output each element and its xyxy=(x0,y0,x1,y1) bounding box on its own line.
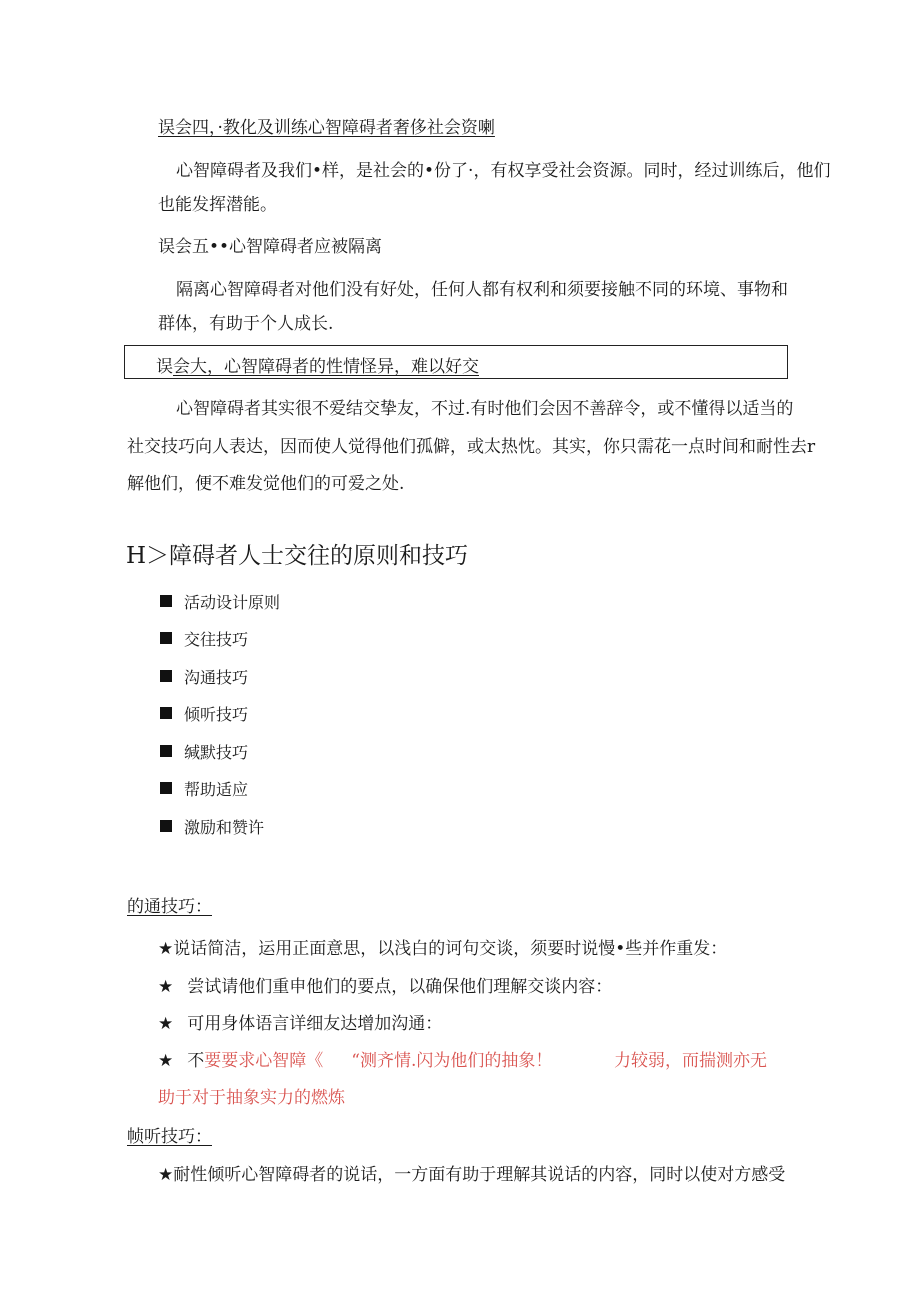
list-item: 活动设计原则 xyxy=(160,592,280,614)
star-icon: ★ xyxy=(158,1051,174,1071)
listening-tip-1: ★耐性倾听心智障碍者的说话，一方面有助于理解其说话的内容，同时以使对方感受 xyxy=(158,1165,786,1185)
square-bullet-icon xyxy=(160,595,172,607)
star-icon: ★ xyxy=(158,939,174,959)
star-icon: ★ xyxy=(158,1165,174,1185)
square-bullet-icon xyxy=(160,707,172,719)
tip-1: ★说话简洁，运用正面意思，以浅白的诃句交谈，须要时说慢•些并作重发： xyxy=(158,939,728,959)
list-item: 帮助适应 xyxy=(160,779,248,801)
tip-3: ★ 可用身体语言详细友达增加沟通： xyxy=(158,1014,443,1034)
section-heading: H＞障碍者人士交往的原则和技巧 xyxy=(126,543,469,569)
myth4-paragraph-line1: 心智障碍者及我们•样，是社会的•份了·，有权享受社会资源。同时，经过训练后，他们 xyxy=(176,161,831,181)
communication-tips-title: 的通技巧： xyxy=(127,897,212,917)
star-icon: ★ xyxy=(158,1014,174,1034)
square-bullet-icon xyxy=(160,670,172,682)
tip-4: ★ 不要要求心智障《 “测齐情.闪为他们的抽象！ xyxy=(158,1051,553,1071)
square-bullet-icon xyxy=(160,745,172,757)
list-item: 倾听技巧 xyxy=(160,704,248,726)
star-icon: ★ xyxy=(158,977,174,997)
list-item: 交往技巧 xyxy=(160,629,248,651)
square-bullet-icon xyxy=(160,782,172,794)
myth5-paragraph-line2: 群体，有助于个人成长. xyxy=(158,314,334,334)
tip-4-continued: 力较弱，而揣测亦无 xyxy=(614,1051,767,1071)
myth6-paragraph-line3: 解他们，便不难发觉他们的可爱之处. xyxy=(127,474,405,494)
list-item: 沟通技巧 xyxy=(160,667,248,689)
tip-4-line2: 助于对于抽象实力的燃炼 xyxy=(158,1088,345,1108)
myth6-paragraph-line1: 心智障碍者其实很不爱结交挚友，不过.有时他们会因不善辞令，或不懂得以适当的 xyxy=(176,399,794,419)
myth6-title xyxy=(156,356,479,378)
listening-tips-title: 帧听技巧： xyxy=(127,1127,212,1147)
list-item: 缄默技巧 xyxy=(160,742,248,764)
myth5-paragraph-line1: 隔离心智障碍者对他们没有好处，任何人都有权利和须要接触不同的环境、事物和 xyxy=(176,280,788,300)
square-bullet-icon xyxy=(160,820,172,832)
myth6-title-text: 会大，心智障碍者的性情怪异，难以好交 xyxy=(173,357,479,377)
list-item: 激励和赞许 xyxy=(160,817,264,839)
tip-2: ★ 尝试请他们重申他们的要点，以确保他们理解交谈内容： xyxy=(158,977,613,997)
square-bullet-icon xyxy=(160,632,172,644)
myth4-paragraph-line2: 也能发挥潜能。 xyxy=(158,195,277,215)
myth6-paragraph-line2: 社交技巧向人表达，因而使人觉得他们孤僻，或太热忱。其实，你只需花一点时间和耐性去r xyxy=(127,437,816,457)
myth5-title: 误会五••心智障碍者应被隔离 xyxy=(158,237,383,257)
myth4-title: 误会四，·教化及训练心智障碍者奢侈社会资喇 xyxy=(158,118,495,138)
myth6-title-prefix: 误 xyxy=(156,357,173,377)
